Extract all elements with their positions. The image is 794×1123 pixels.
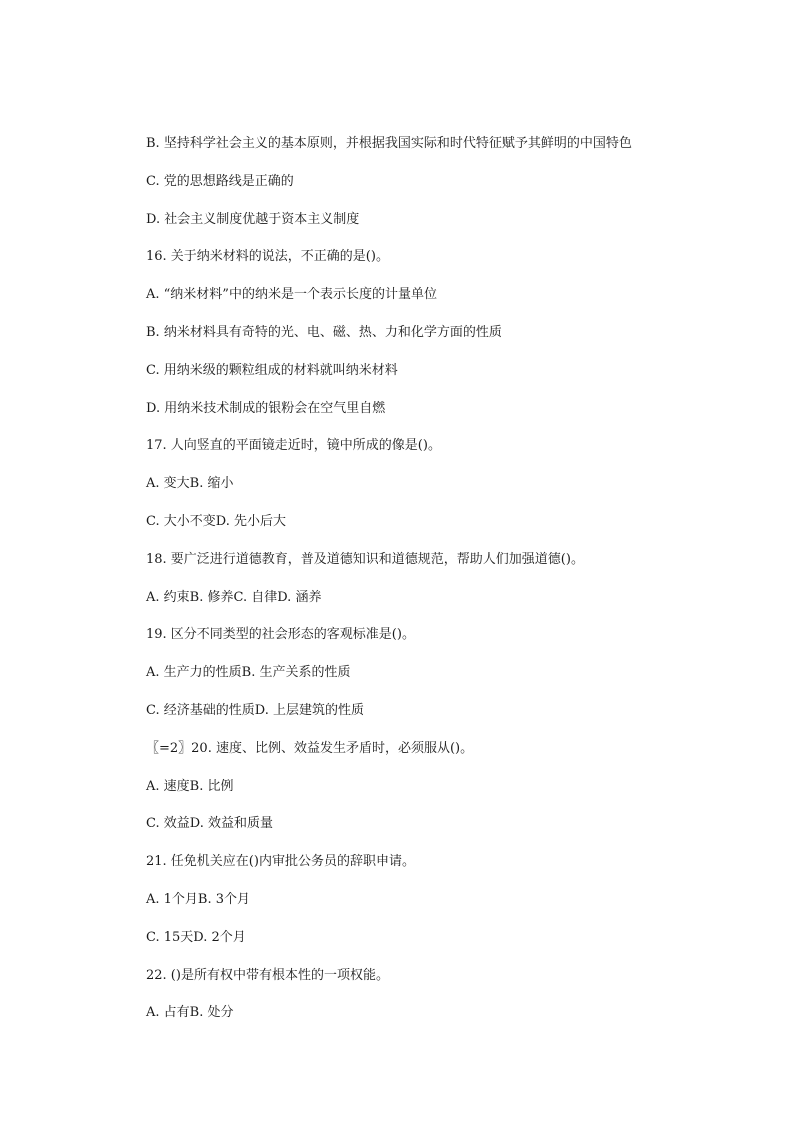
option-b-line: B. 坚持科学社会主义的基本原则，并根据我国实际和时代特征赋予其鲜明的中国特色	[146, 136, 632, 151]
question-17-options-ab: A. 变大B. 缩小	[146, 476, 234, 492]
question-17: 17. 人向竖直的平面镜走近时，镜中所成的像是()。	[146, 438, 441, 454]
question-17-options-cd: C. 大小不变D. 先小后大	[146, 513, 286, 529]
option-d-line: D. 社会主义制度优越于资本主义制度	[146, 211, 360, 227]
question-18: 18. 要广泛进行道德教育，普及道德知识和道德规范，帮助人们加强道德()。	[146, 551, 584, 567]
question-21: 21. 任免机关应在()内审批公务员的辞职申请。	[146, 854, 415, 870]
document-body	[146, 134, 746, 1041]
option-c-line: C. 党的思想路线是正确的	[146, 173, 294, 189]
question-16-option-b: B. 纳米材料具有奇特的光、电、磁、热、力和化学方面的性质	[146, 324, 502, 340]
question-19: 19. 区分不同类型的社会形态的客观标准是()。	[146, 627, 415, 643]
question-18-options: A. 约束B. 修养C. 自律D. 涵养	[146, 589, 322, 605]
question-16-option-a: A. “纳米材料”中的纳米是一个表示长度的计量单位	[146, 287, 437, 303]
question-16-option-c: C. 用纳米级的颗粒组成的材料就叫纳米材料	[146, 362, 398, 378]
question-20-options-ab: A. 速度B. 比例	[146, 778, 234, 794]
question-19-options-cd: C. 经济基础的性质D. 上层建筑的性质	[146, 702, 364, 718]
question-20: 〖=2〗20. 速度、比例、效益发生矛盾时，必须服从()。	[146, 740, 474, 756]
question-21-options-cd: C. 15天D. 2个月	[146, 929, 246, 945]
question-19-options-ab: A. 生产力的性质B. 生产关系的性质	[146, 665, 351, 681]
question-16-option-d: D. 用纳米技术制成的银粉会在空气里自燃	[146, 400, 386, 416]
question-20-options-cd: C. 效益D. 效益和质量	[146, 816, 273, 832]
question-22: 22. ()是所有权中带有根本性的一项权能。	[146, 967, 389, 983]
question-16: 16. 关于纳米材料的说法，不正确的是()。	[146, 249, 389, 265]
question-21-options-ab: A. 1个月B. 3个月	[146, 891, 251, 907]
question-22-options-ab: A. 占有B. 处分	[146, 1005, 234, 1021]
